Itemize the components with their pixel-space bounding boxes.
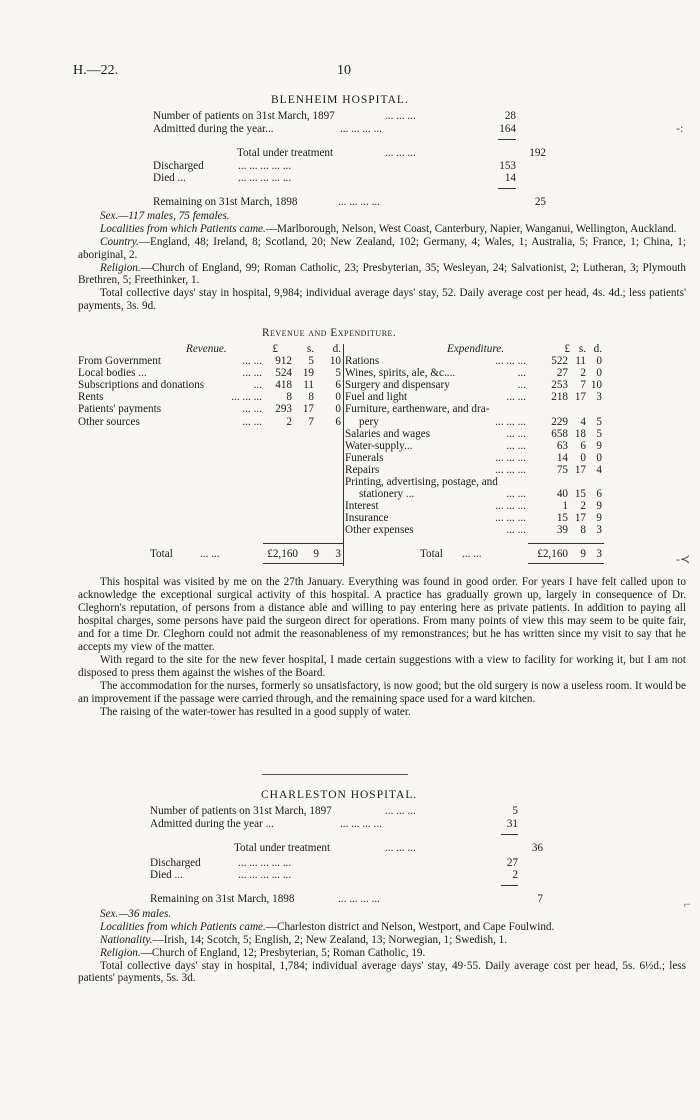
revenue-item-dots: ... ... ... xyxy=(231,391,262,404)
revenue-item-shillings: 7 xyxy=(308,415,314,428)
expenditure-item-pence: 3 xyxy=(596,391,602,404)
sex-line: Sex.—117 males, 75 females. xyxy=(100,210,230,222)
revenue-total-label: Total xyxy=(150,548,173,560)
summary-label: Number of patients on 31st March, 1897 xyxy=(153,110,335,122)
expenditure-item-pounds: 14 xyxy=(556,451,568,464)
stay-line: Total collective days' stay in hospital, 9,984; individual average days' stay, 52. Daily average cost per head, 4s. 4d.; less patients' payments, 3s. 9d. xyxy=(78,287,686,313)
summary-total-value: 25 xyxy=(534,196,546,208)
revenue-item-pounds: 912 xyxy=(275,355,292,367)
expenditure-item-label: Salaries and wages xyxy=(345,427,431,440)
expenditure-item-pence: 5 xyxy=(596,427,602,440)
expenditure-item-pence: 3 xyxy=(596,524,602,537)
expenditure-item-pounds: 218 xyxy=(551,391,568,404)
report-paragraph: This hospital was visited by me on the 27th January. Everything was found in good order. For years I have felt called upon to acknowledge the exceptional surgical activity of this hospital. A practice has gradually grown up, largely in consequence of Dr. Cleghorn's reputation, of persons from a distance able and willing to pay entering here as private patients. In addition to paying all hospital charges, some persons have paid the surgeon direct for operations. From many points of view this may seem to be quite fair, and for a time Dr. Cleghorn could not admit the reasonableness of my remonstrances; but he has written since my visit to say that he accepts my view of the matter. xyxy=(78,576,686,653)
expenditure-item-dots: ... ... xyxy=(506,488,526,501)
revenue-item-pence: 0 xyxy=(335,403,341,416)
expenditure-item-dots: ... ... ... xyxy=(495,451,526,464)
revenue-item-label: Subscriptions and donations xyxy=(78,379,205,392)
revenue-item-dots: ... xyxy=(253,379,262,392)
revenue-item-dots: ... ... xyxy=(242,415,262,428)
report-paragraph: With regard to the site for the new fever hospital, I made certain suggestions with a view to facility for working it, but I am not disposed to press them against the wishes of the Board. xyxy=(78,654,686,679)
shilling-head: s. xyxy=(578,343,586,355)
summary-dots: ... ... ... ... ... xyxy=(238,869,292,881)
expenditure-item-shillings: 17 xyxy=(574,391,586,404)
blenheim-title: BLENHEIM HOSPITAL. xyxy=(271,94,409,106)
revenue-item-pounds: 2 xyxy=(286,415,292,428)
expenditure-item-pounds: 39 xyxy=(556,524,568,537)
report-paragraph: The raising of the water-tower has resulted in a good supply of water. xyxy=(100,706,411,718)
summary-value: 5 xyxy=(512,805,518,817)
margin-mark: ⌐ xyxy=(684,897,691,911)
revenue-item-label: Rents xyxy=(78,391,104,404)
expenditure-item-shillings: 17 xyxy=(574,463,586,476)
shilling-head: s. xyxy=(306,343,314,355)
summary-dots: ... ... ... ... xyxy=(340,123,382,135)
localities-line: Localities from which Patients came.—Charleston district and Nelson, Westport, and Cape Foulwind. xyxy=(100,920,555,933)
expenditure-item-pounds: 229 xyxy=(551,415,568,428)
pound-head: £ xyxy=(272,343,278,355)
pound-head: £ xyxy=(564,343,570,355)
summary-dots: ... ... ... xyxy=(385,805,416,817)
expenditure-item-pounds: 15 xyxy=(556,512,568,525)
blenheim-details xyxy=(78,210,686,313)
expenditure-item-label: Funerals xyxy=(345,451,384,464)
expenditure-item-dots: ... ... ... xyxy=(495,415,526,428)
expenditure-item-pounds: 522 xyxy=(551,355,568,367)
expenditure-total-label: Total xyxy=(420,548,443,560)
revenue-item-shillings: 5 xyxy=(308,355,314,367)
section-separator xyxy=(262,774,408,775)
summary-rule xyxy=(498,139,516,140)
revenue-total-dots: ... ... xyxy=(200,548,220,560)
expenditure-item-dots: ... ... xyxy=(506,524,526,537)
revenue-total-underline xyxy=(263,563,343,564)
summary-dots: ... ... ... ... xyxy=(338,893,380,905)
pence-head: d. xyxy=(332,343,341,355)
expenditure-item-dots: ... ... ... xyxy=(495,463,526,476)
expenditure-item-pence: 4 xyxy=(596,463,602,476)
revenue-item-pence: 10 xyxy=(329,355,341,367)
report-paragraph: The accommodation for the nurses, formerly so unsatisfactory, is now good; but the old surgery is now a useless room. It would be an improvement if the passage were carried through, and the remaining space used for a ward kitchen. xyxy=(78,680,686,705)
expenditure-item-pounds: 1 xyxy=(562,500,568,513)
revenue-item-pounds: 293 xyxy=(275,403,292,416)
revenue-item-pence: 5 xyxy=(335,367,341,380)
revenue-item-pounds: 524 xyxy=(275,367,292,380)
expenditure-item-label: Furniture, earthenware, and dra- xyxy=(345,403,490,416)
revenue-total-shillings: 9 xyxy=(313,548,319,560)
summary-rule xyxy=(498,188,516,189)
expenditure-item-label: Fuel and light xyxy=(345,391,408,404)
summary-dots: ... ... ... ... ... xyxy=(238,160,292,172)
revenue-total-pence: 3 xyxy=(335,548,341,560)
summary-label: Total under treatment xyxy=(234,842,331,854)
summary-label: Total under treatment xyxy=(237,147,334,159)
expenditure-item-pounds: 40 xyxy=(556,488,568,501)
expenditure-item-pence: 9 xyxy=(596,512,602,525)
localities-line: Localities from which Patients came.—Marlborough, Nelson, West Coast, Canterbury, Napier, Wanganui, Wellington, Auckland. xyxy=(100,222,677,235)
summary-total-value: 36 xyxy=(531,842,543,854)
stay-line: Total collective days' stay in hospital, 1,784; individual average days' stay, 49·55. Daily average cost per head, 5s. 6½d.; less patients' payments, 5s. 3d. xyxy=(78,959,686,985)
revenue-item-dots: ... ... xyxy=(242,403,262,416)
expenditure-item-label: Other expenses xyxy=(345,524,414,537)
expenditure-total-pounds: £2,160 xyxy=(537,548,568,560)
religion-line: Religion.—Church of England, 12; Presbyterian, 5; Roman Catholic, 19. xyxy=(100,946,426,959)
summary-dots: ... ... ... ... xyxy=(338,196,380,208)
summary-value: 28 xyxy=(504,110,516,122)
expenditure-item-label: Insurance xyxy=(345,512,389,525)
expenditure-item-dots: ... xyxy=(517,367,526,380)
summary-value: 2 xyxy=(512,869,518,881)
expenditure-item-shillings: 8 xyxy=(580,524,586,537)
summary-label: Admitted during the year ... xyxy=(150,818,274,830)
pence-head: d. xyxy=(593,343,602,355)
revenue-item-pounds: 8 xyxy=(286,391,292,404)
revenue-item-pence: 6 xyxy=(335,415,341,428)
charleston-title: CHARLESTON HOSPITAL. xyxy=(261,789,418,801)
expenditure-item-pence: 5 xyxy=(596,415,602,428)
sex-line: Sex.—36 males. xyxy=(100,908,172,920)
summary-label: Died ... xyxy=(150,869,183,881)
revenue-item-label: Local bodies ... xyxy=(78,367,147,380)
summary-total-value: 7 xyxy=(537,893,543,905)
summary-label: Admitted during the year... xyxy=(153,123,274,135)
charleston-details xyxy=(78,908,686,985)
margin-mark: -: xyxy=(676,121,684,135)
revenue-total-pounds: £2,160 xyxy=(267,548,298,560)
expenditure-item-dots: ... ... ... xyxy=(495,500,526,513)
revenue-item-dots: ... ... xyxy=(242,367,262,380)
summary-dots: ... ... ... xyxy=(385,147,416,159)
summary-label: Number of patients on 31st March, 1897 xyxy=(150,805,332,817)
summary-label: Discharged xyxy=(153,160,204,172)
summary-dots: ... ... ... ... ... xyxy=(238,857,292,869)
expenditure-item-pounds: 27 xyxy=(556,367,568,380)
summary-label: Remaining on 31st March, 1898 xyxy=(150,893,295,905)
margin-mark: -≺ xyxy=(676,552,691,566)
expenditure-item-pence: 0 xyxy=(596,355,602,367)
revenue-item-pence: 6 xyxy=(335,379,341,392)
revenue-total-rule xyxy=(263,543,343,544)
revenue-item-label: From Government xyxy=(78,355,161,367)
expenditure-item-pence: 0 xyxy=(596,451,602,464)
revenue-item-label: Other sources xyxy=(78,415,140,428)
expenditure-item-pence: 6 xyxy=(596,488,602,501)
expenditure-item-dots: ... ... xyxy=(506,427,526,440)
summary-dots: ... ... ... xyxy=(385,842,416,854)
summary-value: 31 xyxy=(506,818,518,830)
expenditure-item-shillings: 2 xyxy=(580,367,586,380)
expenditure-item-shillings: 7 xyxy=(580,379,586,392)
page-number: 10 xyxy=(337,63,351,78)
expenditure-item-pence: 10 xyxy=(590,379,602,392)
expenditure-item-dots: ... ... xyxy=(506,391,526,404)
expenditure-item-label: Interest xyxy=(345,500,379,513)
expenditure-item-label: Repairs xyxy=(345,463,380,476)
expenditure-item-pounds: 658 xyxy=(551,427,568,440)
revenue-item-pounds: 418 xyxy=(275,379,292,392)
revenue-item-shillings: 11 xyxy=(303,379,314,392)
revenue-item-label: Patients' payments xyxy=(78,403,162,416)
summary-dots: ... ... ... xyxy=(385,110,416,122)
expenditure-item-shillings: 18 xyxy=(574,427,586,440)
expenditure-item-label: Water-supply... xyxy=(345,439,413,452)
expenditure-item-dots: ... ... ... xyxy=(495,512,526,525)
revenue-heading: Revenue. xyxy=(186,343,227,355)
expenditure-item-pence: 9 xyxy=(596,500,602,513)
summary-value: 27 xyxy=(506,857,518,869)
expenditure-item-pounds: 63 xyxy=(556,439,568,452)
expenditure-item-shillings: 4 xyxy=(580,415,586,428)
expenditure-item-label: Printing, advertising, postage, and xyxy=(345,476,498,488)
expenditure-total-shillings: 9 xyxy=(580,548,586,560)
summary-label: Discharged xyxy=(150,857,201,869)
summary-dots: ... ... ... ... ... xyxy=(238,172,292,184)
expenditure-item-label: stationery ... xyxy=(345,488,415,501)
revenue-item-dots: ... ... xyxy=(242,355,262,367)
expenditure-total-rule xyxy=(528,543,604,544)
page-reference: H.—22. xyxy=(73,63,119,78)
summary-value: 14 xyxy=(504,172,516,184)
table-divider xyxy=(343,344,344,566)
summary-value: 164 xyxy=(499,123,516,135)
summary-rule xyxy=(501,885,518,886)
expenditure-item-shillings: 2 xyxy=(580,500,586,513)
nationality-line: Nationality.—Irish, 14; Scotch, 5; English, 2; New Zealand, 13; Norwegian, 1; Swedish, 1. xyxy=(100,933,508,946)
expenditure-item-shillings: 17 xyxy=(574,512,586,525)
rev-exp-title: Revenue and Expenditure. xyxy=(262,327,397,339)
blenheim-report xyxy=(78,576,686,719)
expenditure-item-label: Surgery and dispensary xyxy=(345,379,450,392)
revenue-item-shillings: 8 xyxy=(308,391,314,404)
expenditure-item-label: pery xyxy=(345,415,379,428)
summary-rule xyxy=(501,834,518,835)
revenue-item-pence: 0 xyxy=(335,391,341,404)
revenue-item-shillings: 17 xyxy=(302,403,314,416)
summary-total-value: 192 xyxy=(529,147,546,159)
expenditure-item-pence: 0 xyxy=(596,367,602,380)
expenditure-item-pounds: 75 xyxy=(556,463,568,476)
revenue-item-shillings: 19 xyxy=(302,367,314,380)
expenditure-item-label: Wines, spirits, ale, &c.... xyxy=(345,367,456,380)
religion-line: Religion.—Church of England, 99; Roman Catholic, 23; Presbyterian, 35; Wesleyan, 24; Salvationist, 2; Lutheran, 3; Plymouth Brethren, 5; Freethinker, 1. xyxy=(78,261,686,287)
summary-label: Remaining on 31st March, 1898 xyxy=(153,196,298,208)
expenditure-item-shillings: 0 xyxy=(580,451,586,464)
expenditure-total-pence: 3 xyxy=(596,548,602,560)
expenditure-item-shillings: 6 xyxy=(580,439,586,452)
summary-label: Died ... xyxy=(153,172,186,184)
expenditure-total-underline xyxy=(528,563,604,564)
expenditure-item-dots: ... ... ... xyxy=(495,355,526,367)
expenditure-item-dots: ... xyxy=(517,379,526,392)
expenditure-item-shillings: 11 xyxy=(575,355,586,367)
expenditure-item-shillings: 15 xyxy=(574,488,586,501)
country-line: Country.—England, 48; Ireland, 8; Scotland, 20; New Zealand, 102; Germany, 4; Wales, 1; Australia, 5; France, 1; China, 1; aboriginal, 2. xyxy=(78,235,686,261)
summary-value: 153 xyxy=(499,160,516,172)
expenditure-item-label: Rations xyxy=(345,355,380,367)
expenditure-item-pence: 9 xyxy=(596,439,602,452)
expenditure-heading: Expenditure. xyxy=(447,343,505,355)
expenditure-item-pounds: 253 xyxy=(551,379,568,392)
expenditure-item-dots: ... ... xyxy=(506,439,526,452)
expenditure-total-dots: ... ... xyxy=(462,548,482,560)
summary-dots: ... ... ... ... xyxy=(340,818,382,830)
